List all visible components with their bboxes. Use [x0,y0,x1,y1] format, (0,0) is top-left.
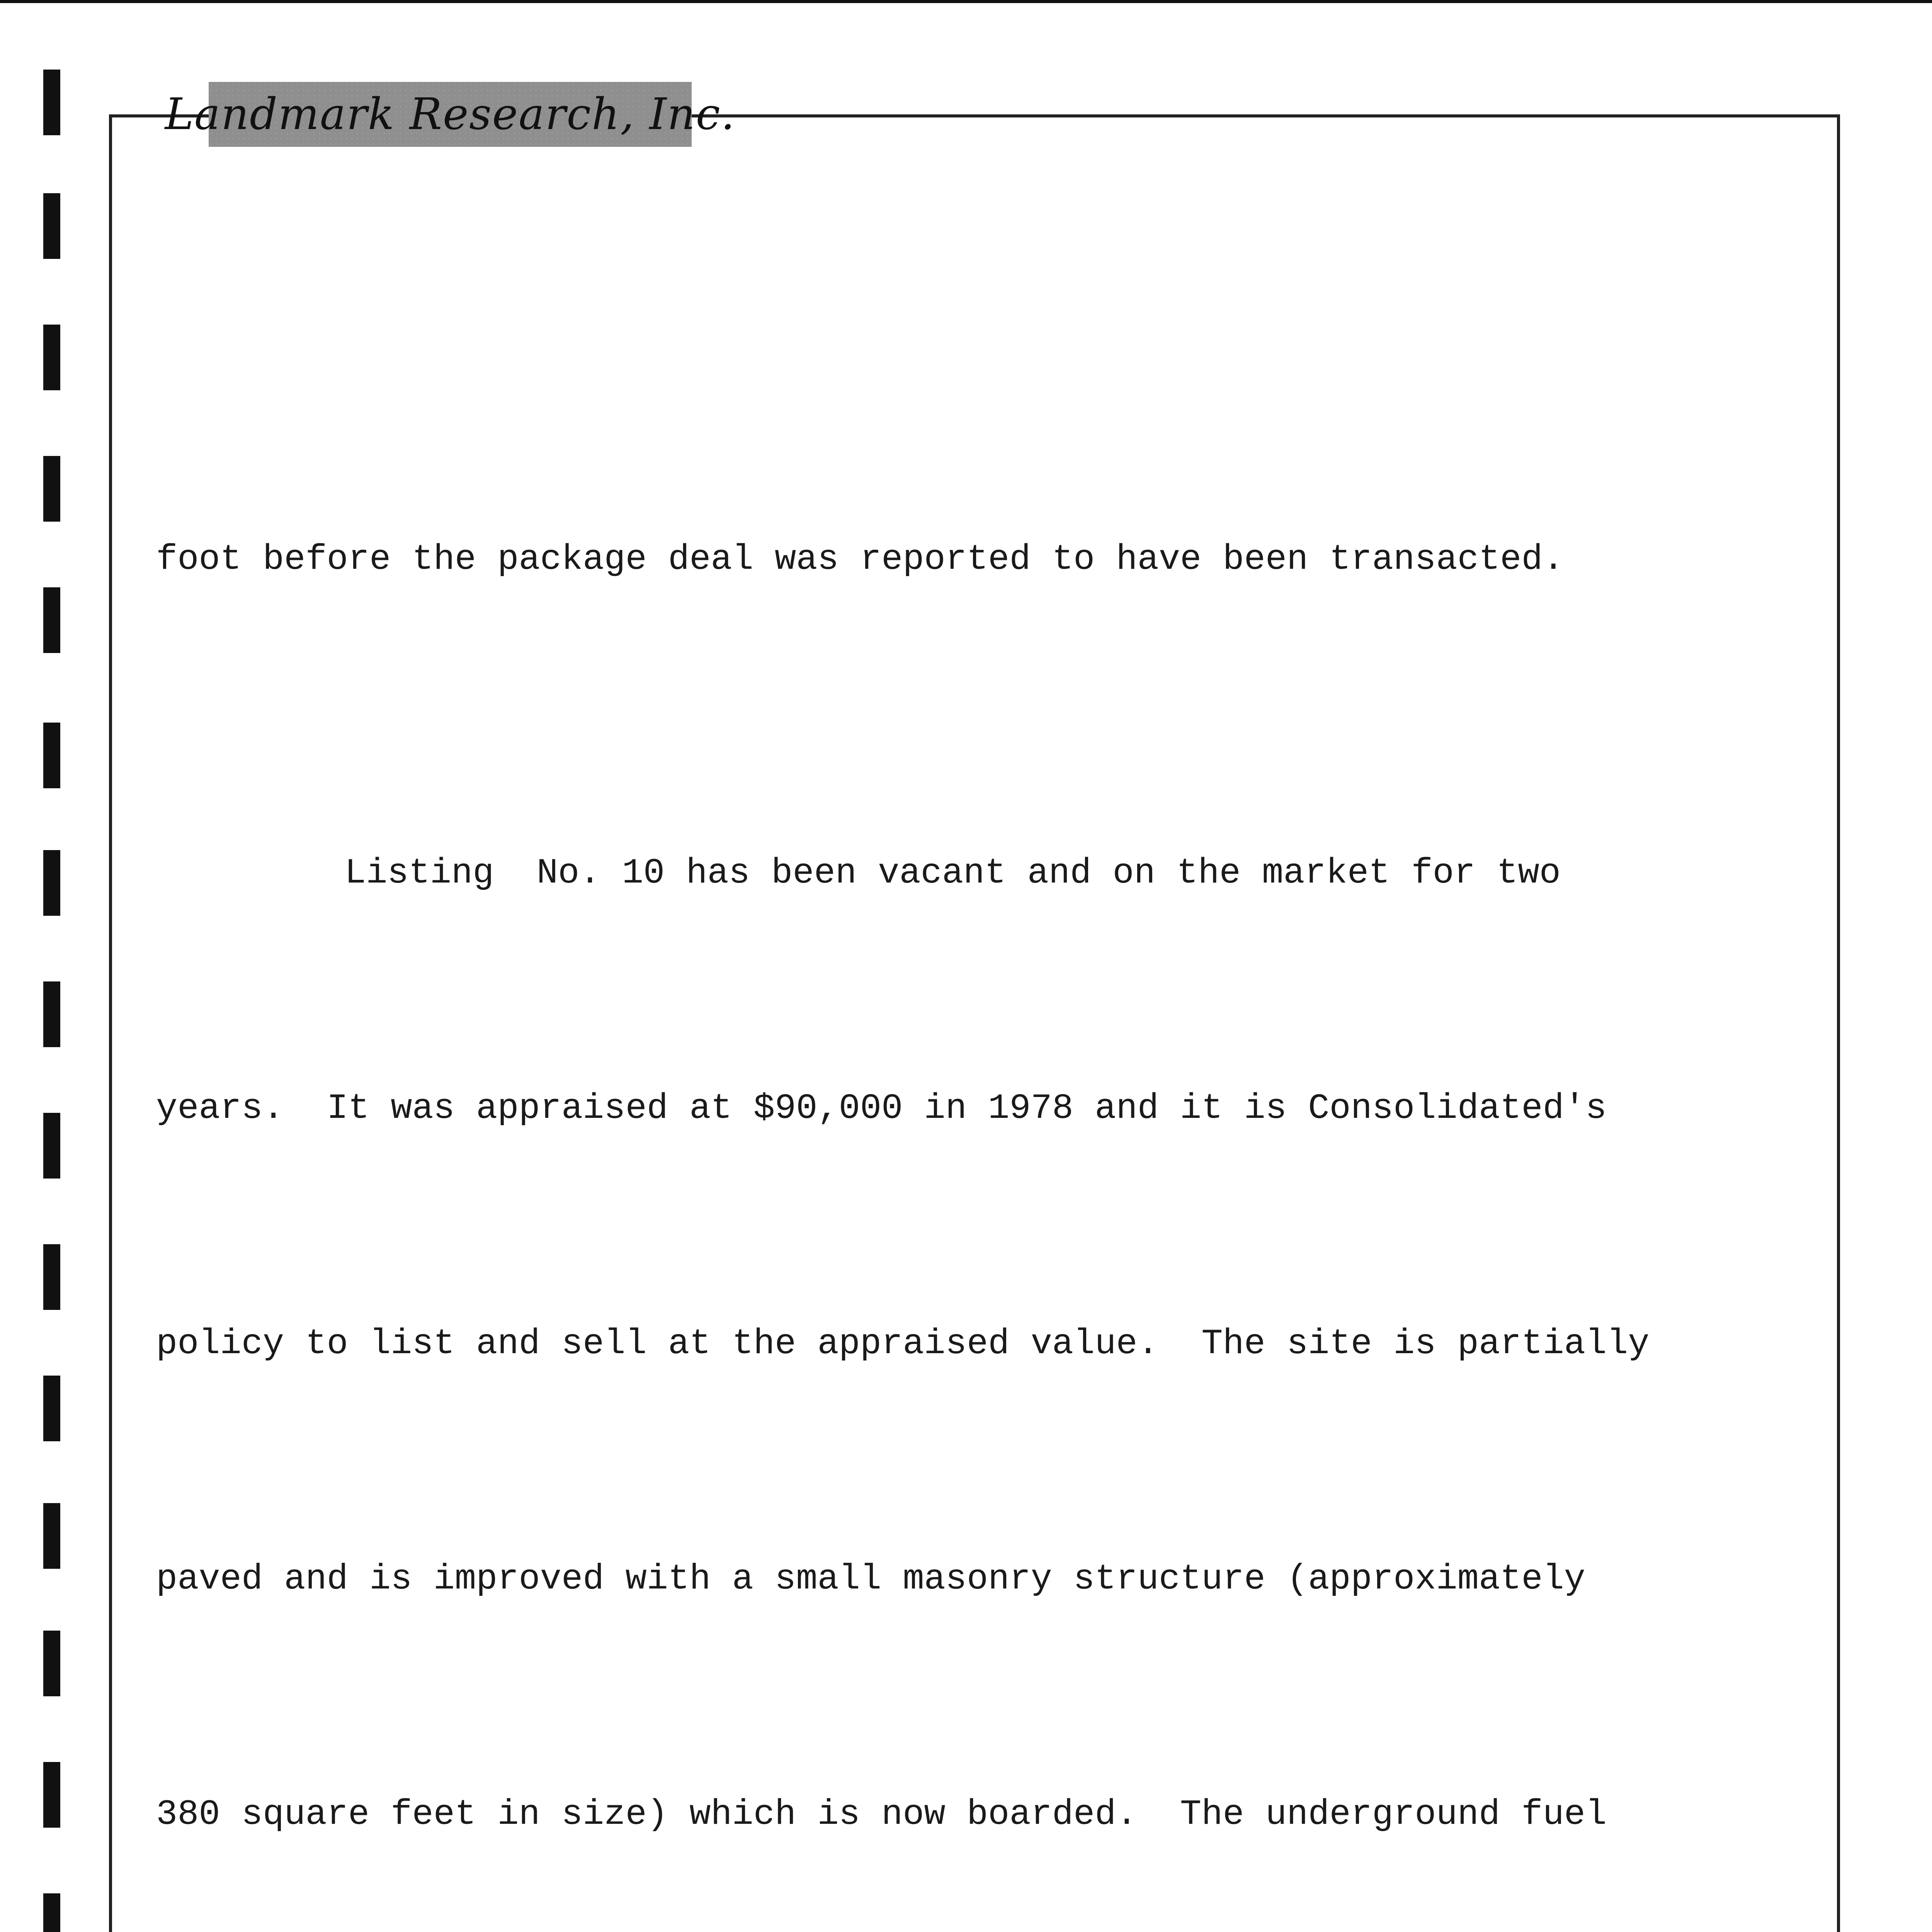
page-top-edge [0,0,1932,3]
binding-mark [43,1244,60,1310]
binding-mark [43,1762,60,1828]
binding-mark [43,850,60,916]
text-line: years. It was appraised at $90,000 in 1978 and it is Consolidated's [156,1088,1607,1129]
binding-mark [43,1631,60,1696]
logo-text: Landmark Research, Inc. [165,89,736,139]
text-line: foot before the package deal was reported to have been transacted. [156,539,1564,580]
binding-mark [43,723,60,788]
binding-mark [43,325,60,390]
text-line: policy to list and sell at the appraised value. The site is partially [156,1323,1650,1364]
text-line: Listing No. 10 has been vacant and on the market for two [345,853,1561,893]
company-logo [165,82,736,147]
binding-mark [43,1376,60,1441]
binding-mark [43,193,60,259]
binding-mark [43,70,60,135]
binding-mark [43,456,60,522]
text-line: 380 square feet in size) which is now boarded. The underground fuel [156,1794,1607,1835]
binding-mark [43,1893,60,1932]
binding-mark [43,981,60,1047]
binding-mark [43,1113,60,1179]
text-line: paved and is improved with a small masonry structure (approximately [156,1559,1586,1599]
binding-mark [43,1503,60,1569]
document-body [156,363,1818,1932]
binding-mark [43,587,60,653]
binding-marks [0,0,62,1932]
